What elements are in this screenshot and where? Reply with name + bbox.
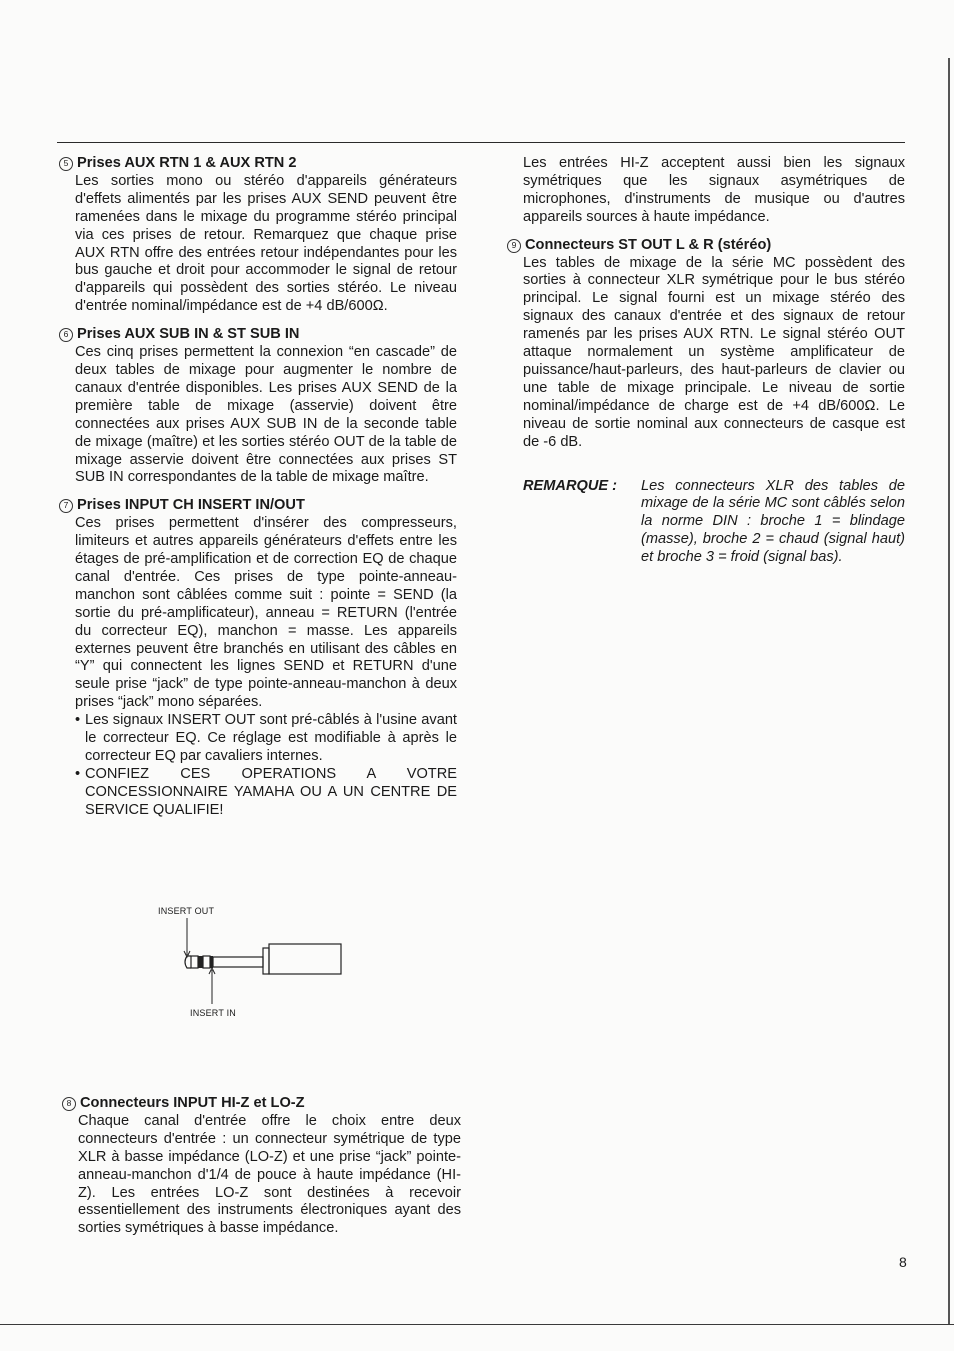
remark-label: REMARQUE : bbox=[523, 477, 618, 494]
circled-number: 5 bbox=[59, 157, 73, 171]
section-aux-rtn bbox=[63, 155, 457, 316]
left-column bbox=[63, 155, 457, 830]
bullet-dot: • bbox=[75, 765, 81, 782]
bullet-item bbox=[75, 712, 457, 766]
section-body: Chaque canal d'entrée offre le choix entre deux connecteurs d'entrée : un connecteur symétrique de type XLR à basse impédance (LO-Z) et une prise “jack” pointe-anneau-manchon d'1/4 de pouce à haute impédance (HI-Z). Les entrées LO-Z sont destinées à recevoir essentiellement des instruments électroniques ayant des sorties symétriques à basse impédance. bbox=[78, 1112, 461, 1237]
insert-in-label: INSERT IN bbox=[190, 1008, 236, 1018]
section-input-hiz-loz bbox=[66, 1095, 461, 1238]
section-heading bbox=[59, 155, 457, 173]
section-heading bbox=[62, 1095, 461, 1113]
bullet-text: Les signaux INSERT OUT sont pré-câblés à l'usine avant le correcteur EQ. Ce réglage est modifiable à après le correcteur EQ par cavaliers internes. bbox=[85, 712, 457, 764]
remark-text: Les connecteurs XLR des tables de mixage de la série MC sont câblés selon la norme DIN : broche 1 = blindage (masse), broche 2 = chaud (signal haut) et broche 3 = froid (signal bas). bbox=[641, 477, 905, 566]
right-column bbox=[511, 155, 905, 567]
remark-note bbox=[523, 478, 905, 568]
section-body: Ces prises permettent d'insérer des compresseurs, limiteurs et autres appareils générateurs d'effets entre les étages de pré-amplification et de correction EQ de chaque canal d'entrée. Ces prises de type pointe-anneau-manchon sont câblées comme suit : pointe = SEND (la sortie du pré-amplificateur), anneau = RETURN (l'entrée du correcteur EQ), manchon = masse. Les appareils externes peuvent être branchés en utilisant des câbles en “Y” qui connectent les lignes SEND et RETURN d'une seule prise “jack” de type pointe-anneau-manchon à deux prises “jack” mono séparées. bbox=[75, 515, 457, 711]
section-title: Prises INPUT CH INSERT IN/OUT bbox=[77, 497, 305, 514]
section-insert bbox=[63, 497, 457, 819]
section-title: Prises AUX RTN 1 & AUX RTN 2 bbox=[77, 155, 297, 171]
section-heading bbox=[507, 237, 905, 255]
page-edge bbox=[948, 58, 950, 1324]
circled-number: 6 bbox=[59, 328, 73, 342]
bullet-text: CONFIEZ CES OPERATIONS A VOTRE CONCESSIONNAIRE YAMAHA OU A UN CENTRE DE SERVICE QUALIFIE! bbox=[85, 765, 457, 818]
section-input-continued bbox=[523, 155, 905, 227]
bullet-dot: • bbox=[75, 712, 81, 729]
insert-out-label: INSERT OUT bbox=[158, 906, 215, 916]
top-rule bbox=[57, 142, 905, 143]
section-title: Prises AUX SUB IN & ST SUB IN bbox=[77, 326, 300, 343]
jack-plug-drawing bbox=[150, 900, 360, 1025]
section-body: Les sorties mono ou stéréo d'appareils générateurs d'effets alimentés par les prises AUX SEND peuvent être ramenées dans le mixage du programme stéréo principal via ces prises de retour. Remarquez que chaque prise AUX RTN offre des entrées retour indépendantes pour les bus gauche et droit pour accommoder le signal de retour d'appareils qui possèdent des sorties stéréo. Le niveau d'entrée nominal/impédance est de +4 dB/600Ω. bbox=[75, 172, 457, 315]
circled-number: 8 bbox=[62, 1097, 76, 1111]
section-body: Les tables de mixage de la série MC possèdent des sorties à connecteur XLR symétrique pour le bus stéréo principal. Le signal fourni est un mixage stéréo des signaux des canaux d'entrée et des signaux de retour ramenés par les prises AUX RTN. Le signal stéréo OUT attaque normalement un système amplificateur de puissance/haut-parleurs, des haut-parleurs de clavier ou une table de mixage principale. Le niveau de sortie nominal/impédance de charge est de +4 dB/600Ω. Le niveau de sortie nominal aux connecteurs de casque est de -6 dB. bbox=[523, 254, 905, 450]
jack-plug-diagram bbox=[150, 900, 360, 1025]
section-aux-sub-in bbox=[63, 326, 457, 487]
section-title: Connecteurs INPUT HI-Z et LO-Z bbox=[80, 1095, 305, 1111]
circled-number: 9 bbox=[507, 239, 521, 253]
bullet-item bbox=[75, 766, 457, 820]
section-st-out bbox=[511, 236, 905, 452]
section-heading bbox=[59, 497, 457, 515]
section-body: Les entrées HI-Z acceptent aussi bien les signaux symétriques que les signaux asymétriques de microphones, d'instruments de musique ou d'autres appareils sources à haute impédance. bbox=[523, 155, 905, 225]
page-number: 8 bbox=[899, 1254, 907, 1270]
section-title: Connecteurs ST OUT L & R (stéréo) bbox=[525, 236, 772, 253]
section-heading bbox=[59, 326, 457, 344]
section-body: Ces cinq prises permettent la connexion “en cascade” de deux tables de mixage pour augmenter le nombre de canaux d'entrée disponibles. Les prises AUX SEND de la première table de mixage (asservie) doivent être connectées aux prises AUX SUB IN de la seconde table de mixage (maître) et les sorties stéréo OUT de la table de mixage asservie doivent être connectées aux prises ST SUB IN correspondantes de la table de mixage maître. bbox=[75, 344, 457, 486]
circled-number: 7 bbox=[59, 499, 73, 513]
bottom-rule bbox=[0, 1324, 954, 1325]
